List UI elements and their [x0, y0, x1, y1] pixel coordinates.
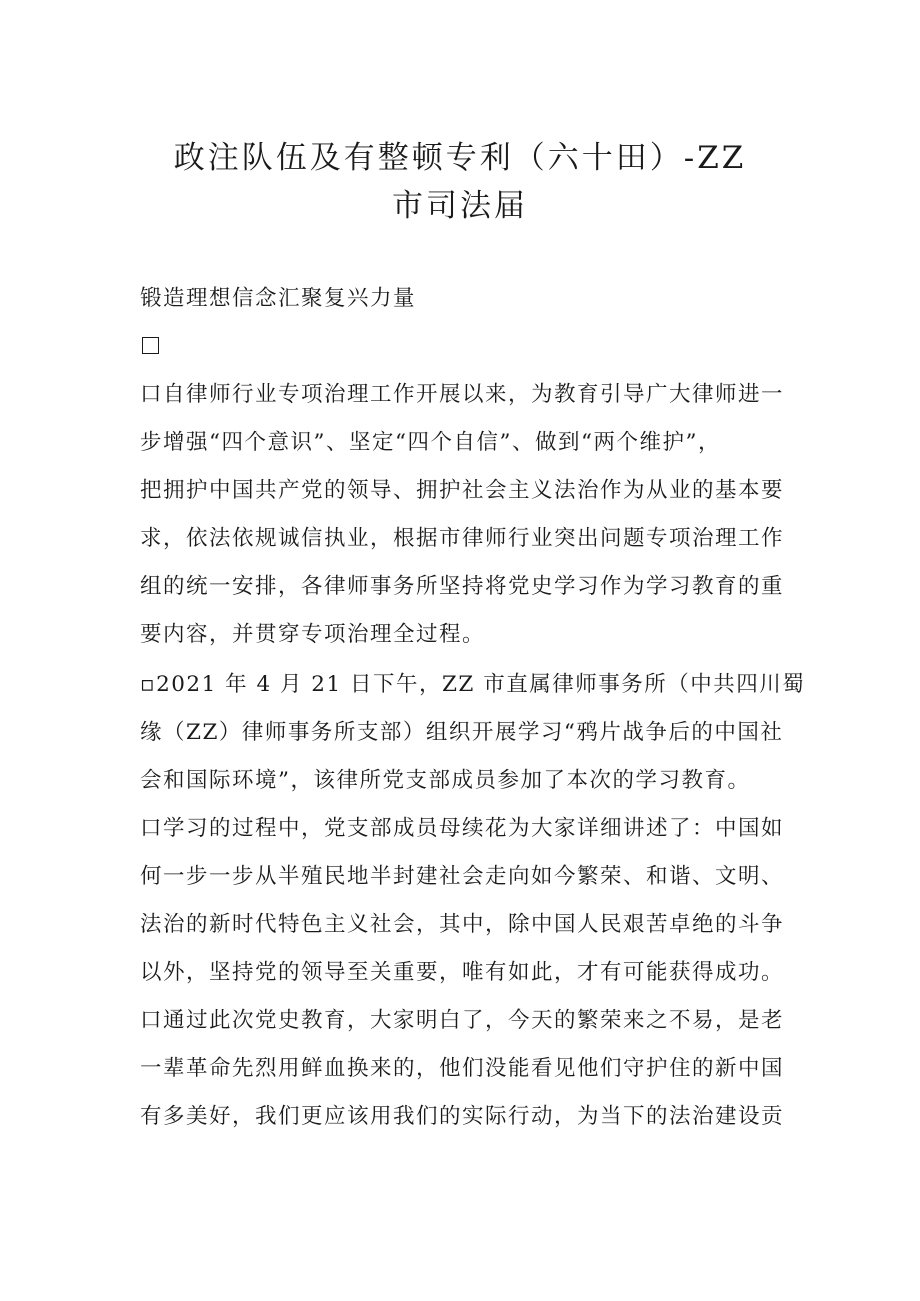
body-line: 口通过此次党史教育，大家明白了，今天的繁荣来之不易，是老 [140, 1008, 785, 1033]
body-line: 口自律师行业专项治理工作开展以来，为教育引导广大律师进一 [140, 382, 785, 407]
body-line: 一辈革命先烈用鲜血换来的，他们没能看见他们守护住的新中国 [140, 1056, 785, 1081]
body-line: 口学习的过程中，党支部成员母续花为大家详细讲述了：中国如 [140, 816, 785, 841]
body-line: 何一步一步从半殖民地半封建社会走向如今繁荣、和谐、文明、 [140, 864, 785, 889]
empty-checkbox-icon [142, 337, 159, 354]
body-line: 步增强“四个意识”、坚定“四个自信”、做到“两个维护”， [140, 430, 721, 455]
document-title-line-2: 市司法届 [392, 188, 528, 224]
body-line: 组的统一安排，各律师事务所坚持将党史学习作为学习教育的重 [140, 574, 785, 599]
body-line: 要内容，并贯穿专项治理全过程。 [140, 622, 486, 647]
body-line: 法治的新时代特色主义社会，其中，除中国人民艰苦卓绝的斗争 [140, 912, 785, 937]
body-line: 缘（ZZ）律师事务所支部）组织开展学习“鸦片战争后的中国社 [140, 720, 784, 745]
body-line: 有多美好，我们更应该用我们的实际行动，为当下的法治建设贡 [140, 1104, 785, 1129]
section-subtitle: 锻造理想信念汇聚复兴力量 [140, 286, 417, 311]
document-title-line-1: 政注队伍及有整顿专利（六十田）-ZZ [173, 140, 747, 176]
body-line: 会和国际环境”，该律所党支部成员参加了本次的学习教育。 [140, 768, 751, 793]
body-line: ▫2021 年 4 月 21 日下午，ZZ 市直属律师事务所（中共四川蜀 [140, 672, 806, 697]
body-line: 求，依法依规诚信执业，根据市律师行业突出问题专项治理工作 [140, 526, 785, 551]
body-line: 以外，坚持党的领导至关重要，唯有如此，才有可能获得成功。 [140, 960, 785, 985]
body-line: 把拥护中国共产党的领导、拥护社会主义法治作为从业的基本要 [140, 478, 785, 503]
